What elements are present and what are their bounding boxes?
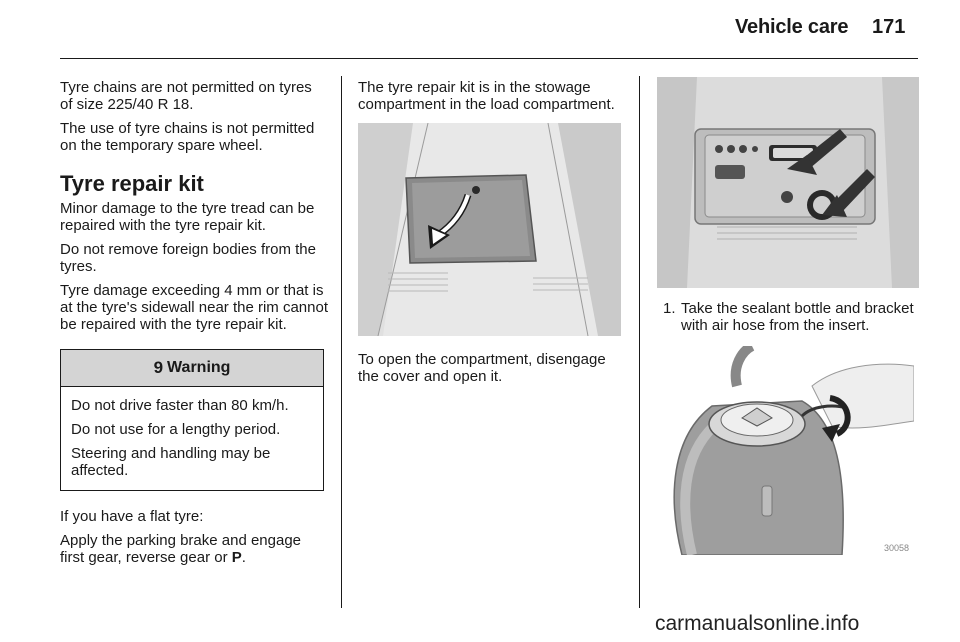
paragraph-stowage: The tyre repair kit is in the stowage compartment in the load compartment. [358,79,615,113]
header-divider [60,58,918,59]
paragraph-open-compartment: To open the compartment, disengage the cover and open it. [358,351,606,385]
paragraph-parking-brake [60,532,328,566]
parking-brake-text: Apply the parking brake and engage first gear, reverse gear or [60,532,302,566]
column-right [657,77,919,555]
paragraph-foreign-bodies: Do not remove foreign bodies from the tyres. [60,241,316,275]
paragraph-damage-limits: Tyre damage exceeding 4 mm or that is at the tyre's sidewall near the rim cannot be repaired with the tyre repair kit. [60,282,328,333]
warning-header [61,350,323,387]
warning-body [61,387,323,490]
paragraph-minor-damage: Minor damage to the tyre tread can be repaired with the tyre repair kit. [60,200,315,234]
column-divider-2 [639,76,640,608]
figure-sealant-bottle [662,346,914,555]
warning-line-handling: Steering and handling may be affected. [71,445,271,479]
column-middle [358,79,624,392]
warning-box [60,349,324,491]
warning-line-period: Do not use for a lengthy period. [71,421,281,438]
paragraph-tyre-size: Tyre chains are not permitted on tyres of size 225/40 R 18. [60,79,312,113]
column-left [60,79,328,573]
page-number: 171 [872,16,906,38]
list-item-step-1 [663,300,919,334]
page-header-title: Vehicle care [735,16,849,38]
paragraph-flat-tyre: If you have a flat tyre: [60,508,204,525]
figure-stowage-compartment [358,123,621,336]
warning-icon: 9 [153,358,164,377]
warning-title: Warning [167,359,231,376]
step-text: Take the sealant bottle and bracket with air hose from the insert. [681,300,914,334]
gear-key-p: P [231,549,242,566]
paragraph-spare-wheel: The use of tyre chains is not permitted on the temporary spare wheel. [60,120,315,154]
parking-brake-end: . [241,549,246,566]
section-heading: Tyre repair kit [60,171,204,196]
warning-line-speed: Do not drive faster than 80 km/h. [71,397,289,414]
watermark-text: carmanualsonline.info [655,612,860,635]
figure-number: 30058 [884,543,910,553]
column-divider-1 [341,76,342,608]
figure-repair-kit-insert [657,77,919,288]
step-number: 1. [663,300,676,317]
